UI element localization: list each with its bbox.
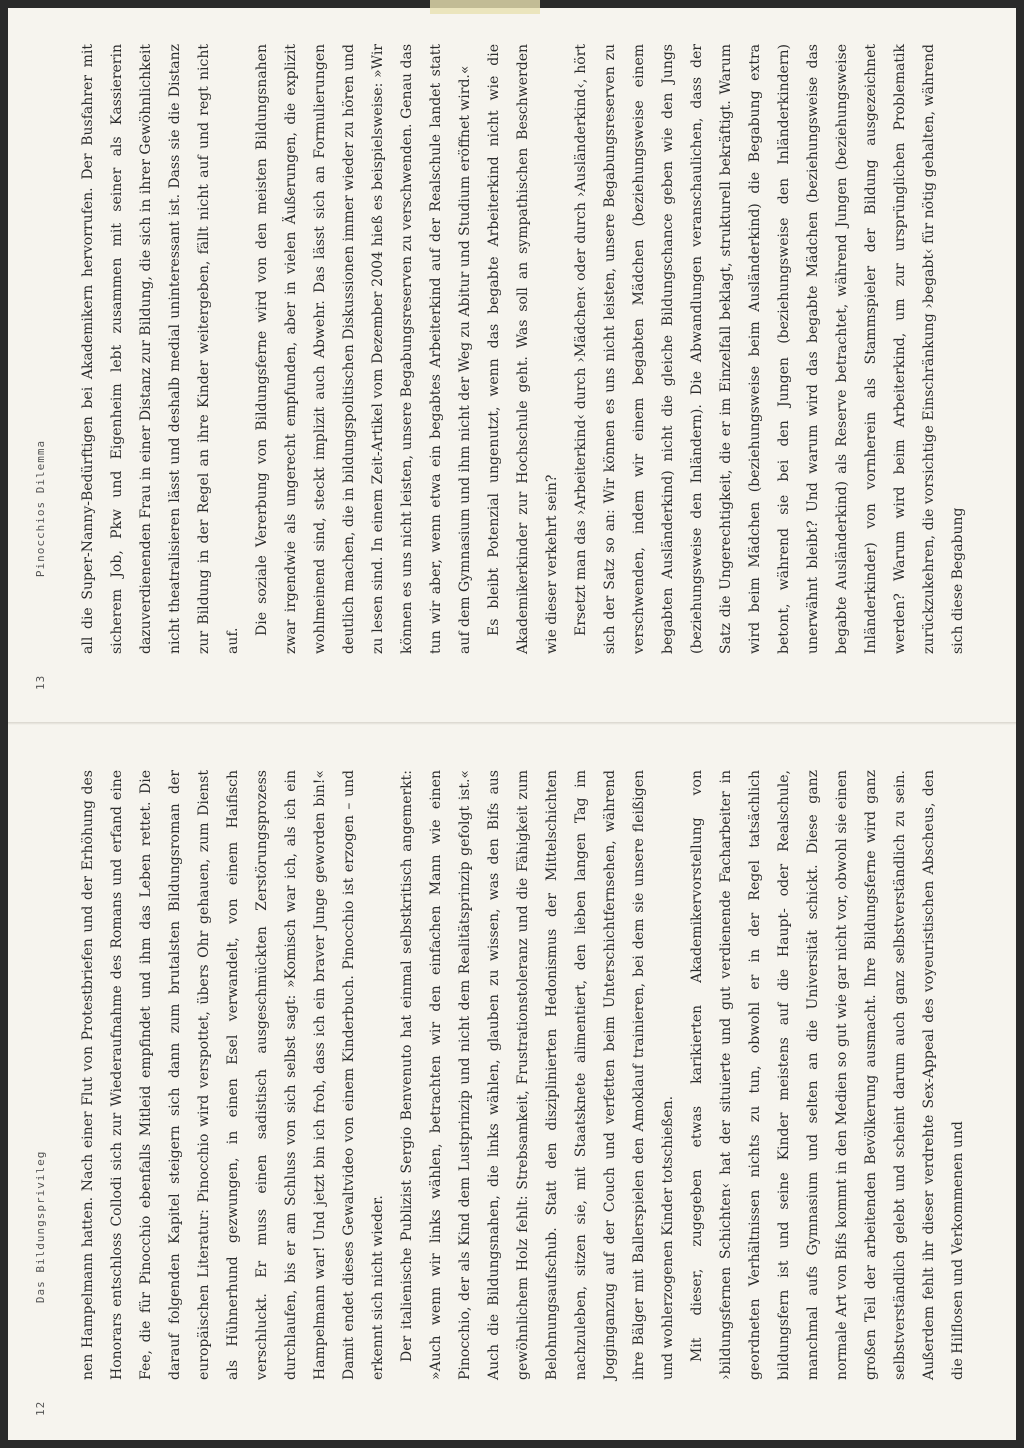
paragraph: Der italienische Publizist Sergio Benvenuto hat einmal selbstkritisch angemerkt: »Auch wenn wir links wählen, betrachten wir den einfachen Mann wie einen Pinocchio, der als Kind dem Lustprinzip und nicht dem Realitätsprinzip gefolgt ist.« Auch die Bildungsnahen, die links wählen, glauben zu wissen, was den Bifs aus gewöhnlichem Holz fehlt: Strebsamkeit, Frustrationstoleranz und die Fähigkeit zum Belohnungsaufschub. Statt den disziplinierten Hedonismus der Mittelschichten nachzuleben, sitzen sie, mit Staatsknete alimentiert, den lieben langen Tag im Jogginganzug auf der Couch und verfetten beim Unterschichtfernsehen, während ihre Bälger mit Ballerspielen den Amoklauf trainieren, bei dem sie unsere fleißigen und wohlerzogenen Kinder totschießen. — [399, 770, 676, 1380]
page-12 — [24, 0, 1004, 1416]
page-body — [74, 770, 973, 1380]
paragraph: all die Super-Nanny-Bedürftigen bei Akademikern hervorrufen. Der Busfahrer mit sicherem Job, Pkw und Eigenheim lebt zusammen mit seiner als Kassiererin dazuverdienenden Frau in einer Distanz zur Bildung, die sich in ihrer Gewöhnlichkeit nicht theatralisieren lässt und deshalb medial uninteressant ist. Dass sie die Distanz zur Bildung in der Regel an ihre Kinder weitergeben, fällt nicht auf und regt nicht auf. — [80, 44, 241, 654]
paragraph: nen Hampelmann hatten. Nach einer Flut von Protestbriefen und der Erhöhung des Honorars entschloss Collodi sich zur Wiederaufnahme des Romans und erfand eine Fee, die für Pinocchio ebenfalls Mitleid empfindet und ihm das Leben rettet. Die darauf folgenden Kapitel steigern sich dann zum brutalsten Bildungsroman der europäischen Literatur: Pinocchio wird verspottet, übers Ohr gehauen, zum Dienst als Hühnerhund gezwungen, in einen Esel verwandelt, von einem Haifisch verschluckt. Er muss einen sadistisch ausgeschmückten Zerstörungsprozess durchlaufen, bis er am Schluss von sich selbst sagt: »Komisch war ich, als ich ein Hampelmann war! Und jetzt bin ich froh, dass ich ein braver Junge geworden bin!« Damit endet dieses Gewaltvideo von einem Kinderbuch. Pinocchio ist erzogen – und erkennt sich nicht wieder. — [80, 770, 386, 1380]
paragraph: Ersetzt man das ›Arbeiterkind‹ durch ›Mädchen‹ oder durch ›Ausländerkind‹, hört sich der Satz so an: Wir können es uns nicht leisten, unsere Begabungsreserven zu verschwenden, indem wir einem begabten Mädchen (beziehungsweise einem begabten Ausländerkind) nicht die gleiche Bildungschance geben wie den Jungs (beziehungsweise den Inländern). Die Abwandlungen veranschaulichen, dass der Satz die Ungerechtigkeit, die er im Einzelfall beklagt, strukturell bekräftigt. Warum wird beim Mädchen (beziehungsweise beim Ausländerkind) die Begabung extra betont, während sie bei den Jungen (beziehungsweise den Inländerkindern) unerwähnt bleibt? Und warum wird das begabte Mädchen (beziehungsweise das begabte Ausländerkind) als Reserve betrachtet, während Jungen (beziehungsweise Inländerkinder) von vornherein als Stammspieler der Bildung ausgezeichnet werden? Warum wird beim Arbeiterkind, um zur ursprünglichen Problematik zurückzukehren, die vorsichtige Einschränkung ›begabt‹ für nötig gehalten, während sich diese Begabung — [573, 44, 966, 654]
running-title: Das Bildungsprivileg — [34, 1150, 47, 1304]
page-number: 13 — [34, 674, 47, 690]
paragraph: Die soziale Vererbung von Bildungsferne wird von den meisten Bildungsnahen zwar irgendwie als ungerecht empfunden, aber in vielen Äußerungen, die explizit wohlmeinend sind, steckt implizit auch Abwehr. Das lässt sich an Formulierungen deutlich machen, die in bildungspolitischen Diskussionen immer wieder zu hören und zu lesen sind. In einem Zeit-Artikel vom Dezember 2004 hieß es beispielsweise: »Wir können es uns nicht leisten, unsere Begabungsreserven zu verschwenden. Genau das tun wir aber, wenn etwa ein begabtes Arbeiterkind auf der Realschule landet statt auf dem Gymnasium und ihm nicht der Weg zu Abitur und Studium eröffnet wird.« — [254, 43, 473, 654]
page-header — [34, 816, 60, 1416]
page-number: 12 — [34, 1400, 47, 1416]
paragraph: Es bleibt Potenzial ungenutzt, wenn das begabte Arbeiterkind nicht wie die Akademikerkinder zur Hochschule geht. Was soll an sympathischen Beschwerden wie dieser verkehrt sein? — [486, 44, 560, 654]
paragraph: Mit dieser, zugegeben etwas karikierten Akademikervorstellung von ›bildungsfernen Schichten‹ hat der situierte und gut verdienende Facharbeiter in geordneten Verhältnissen nichts zu tun, obwohl er in der Regel tatsächlich bildungsfern ist und seine Kinder meistens auf die Haupt- oder Realschule, manchmal aufs Gymnasium und selten an die Universität schickt. Diese ganz normale Art von Bifs kommt in den Medien so gut wie gar nicht vor, obwohl sie einen großen Teil der arbeitenden Bevölkerung ausmacht. Ihre Bildungsferne wird ganz selbstverständlich gelebt und scheint darum auch ganz selbstverständlich zu sein. Außerdem fehlt ihr dieser verdrehte Sex-Appeal des voyeuristischen Abscheus, den die Hilflosen und Verkommenen und — [689, 770, 966, 1380]
running-title: Pinocchios Dilemma — [34, 439, 47, 578]
